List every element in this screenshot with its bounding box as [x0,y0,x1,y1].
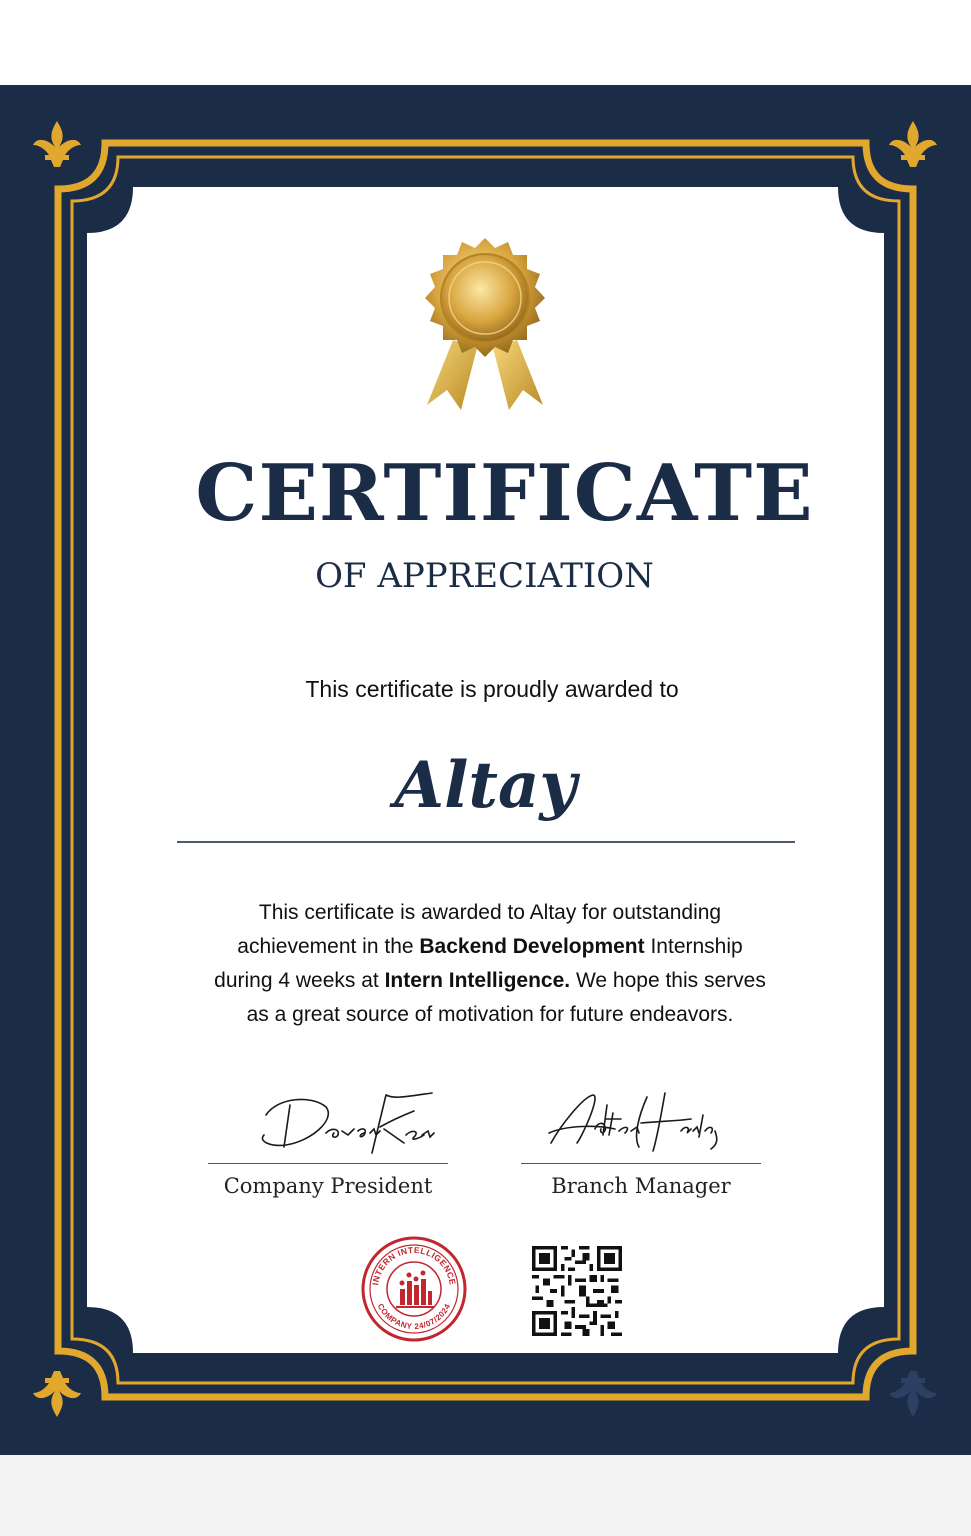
name-underline [177,841,795,843]
signature-devon-kane [208,1085,448,1163]
signature-line [521,1163,761,1164]
signature-adler-hardy [521,1085,761,1163]
signature-title: Branch Manager [551,1174,731,1198]
certificate-subtitle: OF APPRECIATION [315,556,654,596]
fleur-de-lis-icon [889,1371,937,1417]
body-line-3: during 4 weeks at Intern Intelligence. We hope this serves [214,969,766,992]
company-stamp-icon [360,1235,468,1343]
bottom-margin [0,1455,971,1536]
program-name: Backend Development [419,935,645,958]
signature-block-manager [521,1085,761,1198]
body-line-2: achievement in the Backend Development Internship [237,935,743,958]
stamp-chart-icon [396,1271,434,1309]
fleur-de-lis-icon [33,121,81,167]
recipient-name: Altay [394,748,577,823]
stamp-top-text: INTERN INTELLIGENCE [370,1244,458,1286]
top-margin [0,0,971,85]
signature-title: Company President [223,1174,433,1198]
fleur-de-lis-icon [889,121,937,167]
awarded-to-line: This certificate is proudly awarded to [305,676,679,702]
company-name: Intern Intelligence. [384,969,571,992]
signature-line [208,1163,448,1164]
body-line-4: as a great source of motivation for future endeavors. [246,1003,734,1026]
qr-code-icon [532,1246,622,1336]
body-line-1: This certificate is awarded to Altay for outstanding [258,901,722,924]
gold-seal-icon [405,230,565,415]
fleur-de-lis-icon [33,1371,81,1417]
stamp-bottom-text: COMPANY 24/07/2024 [375,1302,453,1332]
certificate-title: CERTIFICATE [195,448,814,539]
signature-block-president [208,1085,448,1198]
certificate-body [170,896,810,1032]
